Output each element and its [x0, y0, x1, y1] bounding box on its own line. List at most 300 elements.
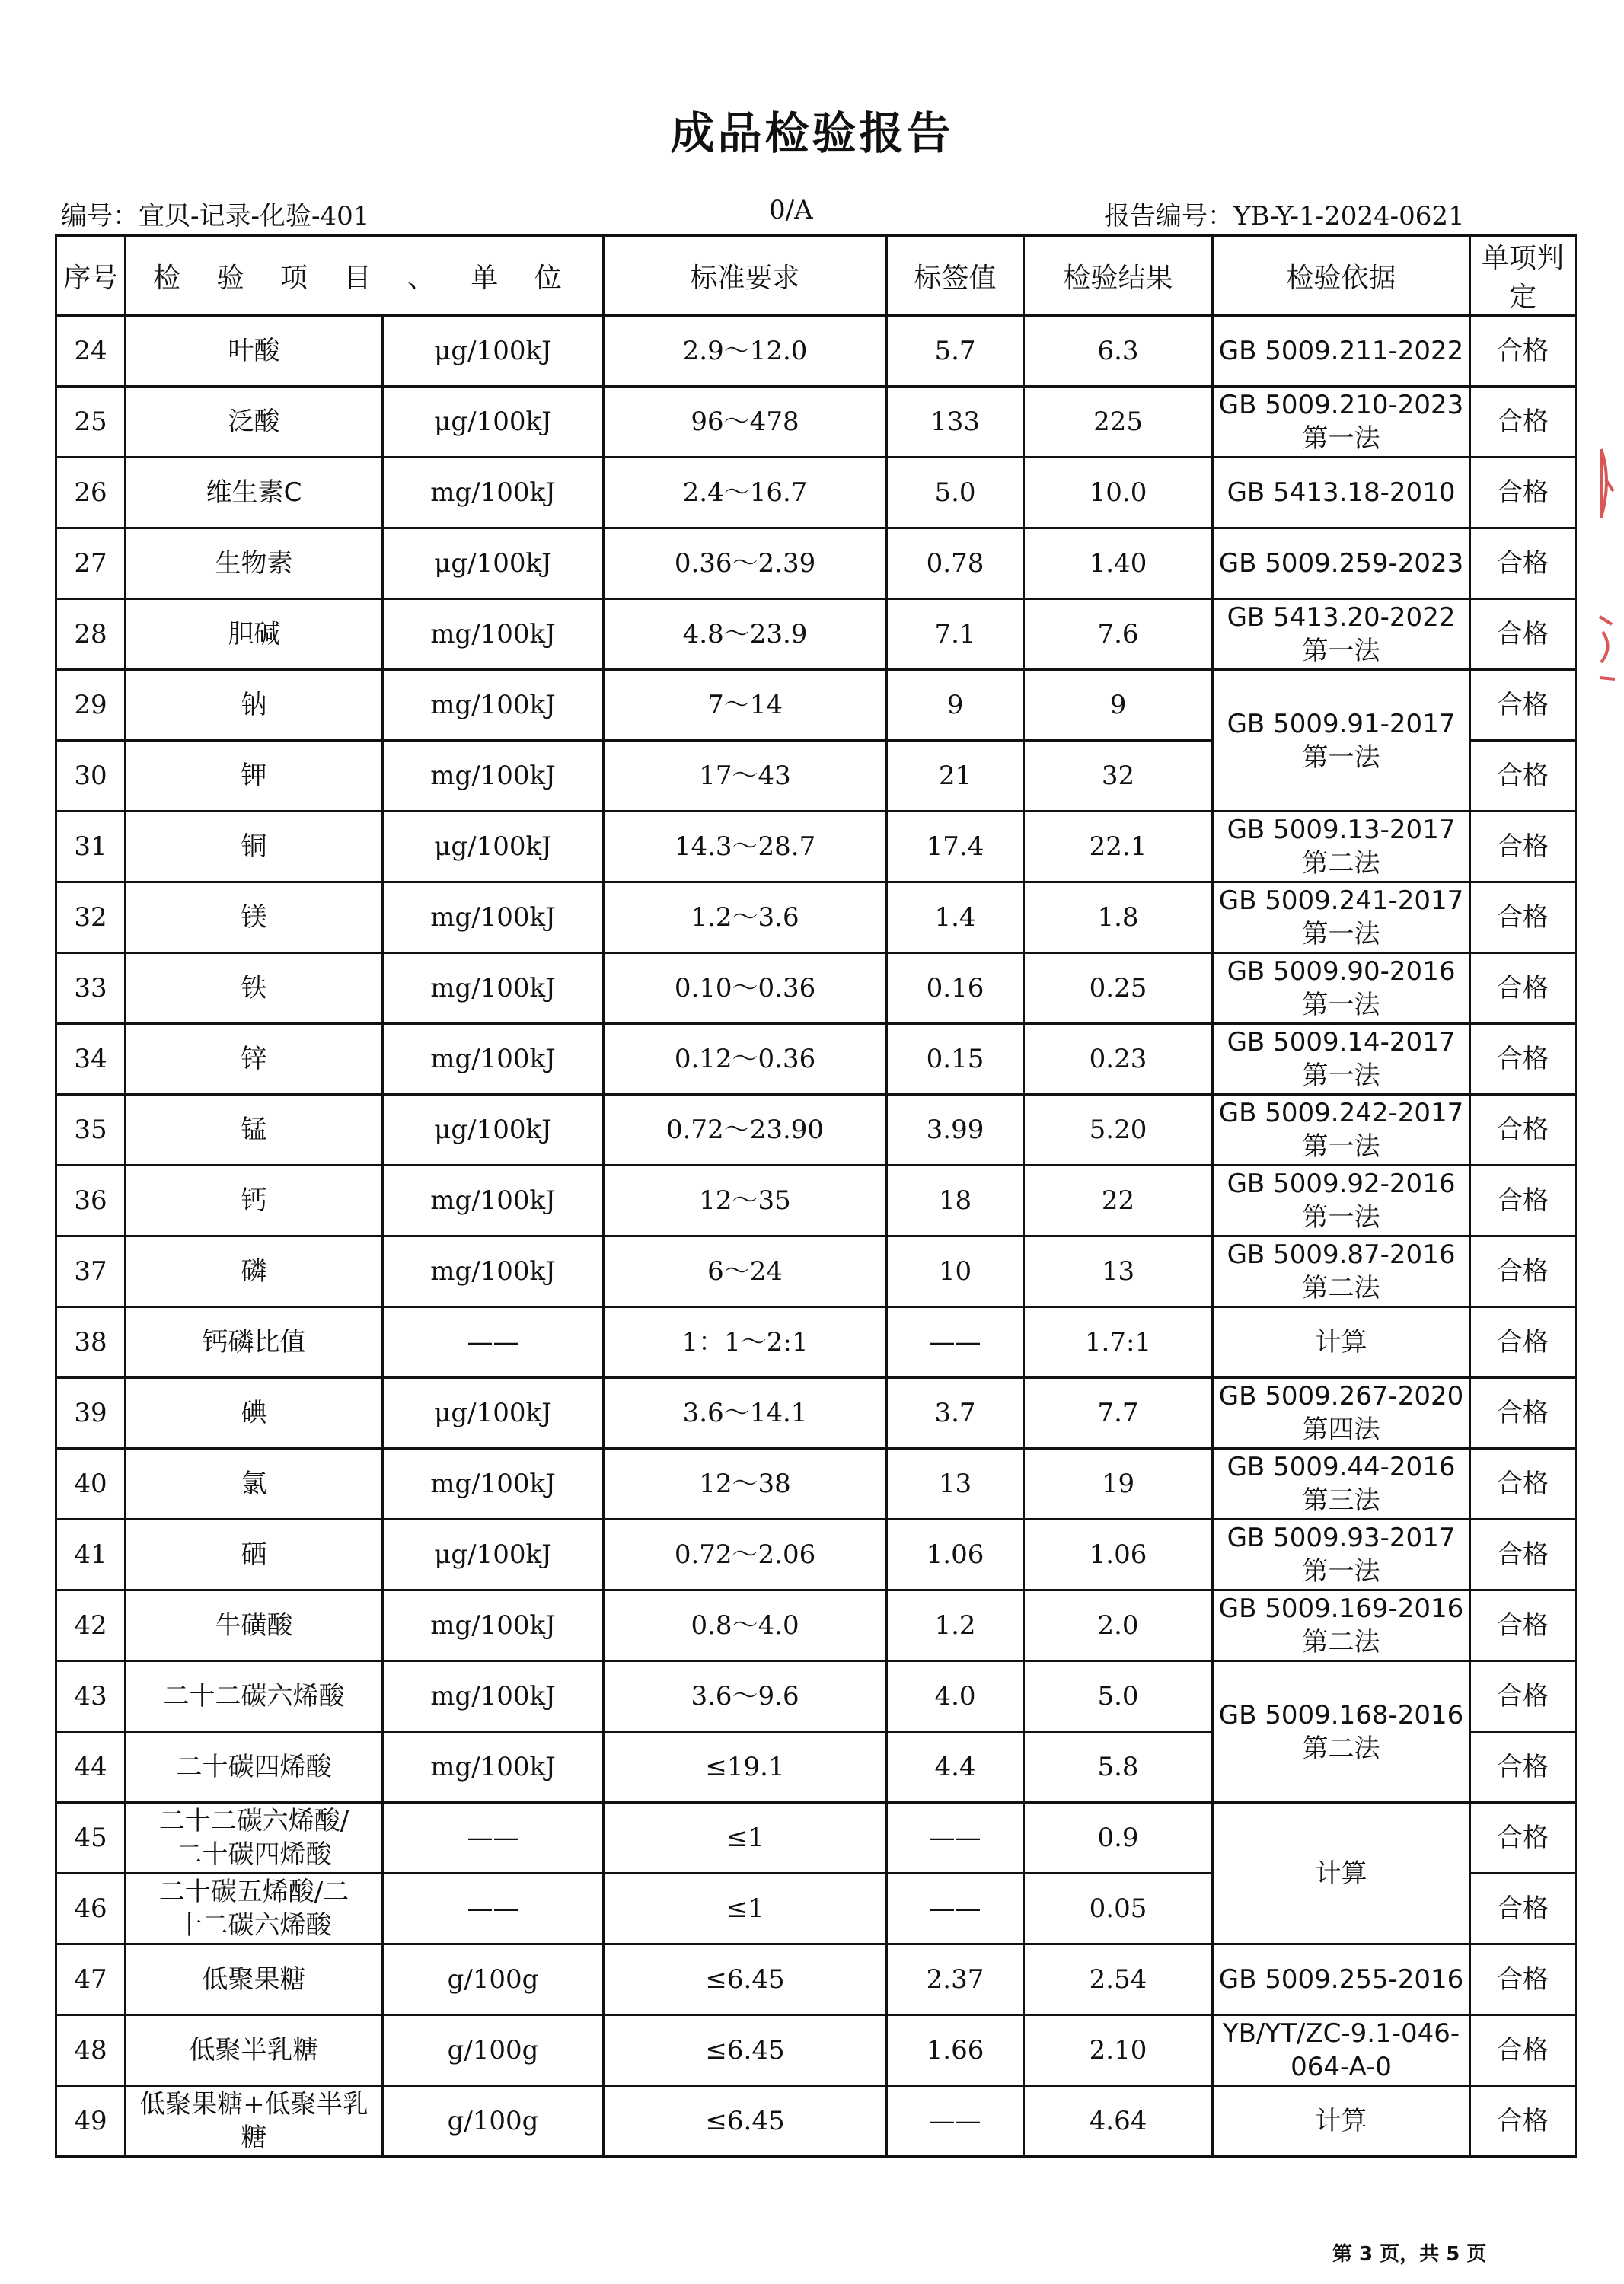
cell-standard: 0.36～2.39 [604, 528, 887, 599]
cell-item-line: 磷 [241, 1256, 267, 1287]
cell-basis-line: GB 5009.267-2020 [1218, 1381, 1464, 1412]
cell-item-line: 二十碳五烯酸/二 [158, 1877, 349, 1907]
cell-basis-line: GB 5009.255-2016 [1218, 1964, 1464, 1995]
cell-standard: 4.8～23.9 [604, 599, 887, 670]
cell-basis [1213, 1590, 1470, 1661]
cell-standard: 2.4～16.7 [604, 458, 887, 528]
cell-result: 9 [1024, 670, 1213, 741]
cell-basis-line: 第一法 [1302, 1556, 1380, 1587]
cell-result: 0.25 [1024, 953, 1213, 1024]
cell-seq: 35 [56, 1095, 126, 1166]
cell-unit: —— [383, 1803, 604, 1874]
cell-item-line: 碘 [241, 1398, 267, 1428]
cell-seq: 33 [56, 953, 126, 1024]
cell-standard: ≤6.45 [604, 2086, 887, 2157]
header-verdict: 单项判定 [1470, 236, 1576, 316]
cell-basis-line: GB 5009.241-2017 [1218, 885, 1464, 916]
table-row [56, 1307, 1576, 1378]
cell-basis [1213, 528, 1470, 599]
header-standard: 标准要求 [604, 236, 887, 316]
cell-result: 1.06 [1024, 1520, 1213, 1590]
cell-item-line: 维生素C [206, 477, 302, 508]
cell-item-line: 氯 [241, 1469, 267, 1499]
cell-unit: mg/100kJ [383, 953, 604, 1024]
cell-result: 4.64 [1024, 2086, 1213, 2157]
cell-label-value: 3.99 [887, 1095, 1024, 1166]
cell-basis [1213, 1520, 1470, 1590]
cell-basis-line: 第一法 [1302, 919, 1380, 949]
cell-basis-line: 第一法 [1302, 990, 1380, 1020]
cell-item-line: 生物素 [215, 548, 293, 579]
table-row [56, 1095, 1576, 1166]
cell-standard: 6～24 [604, 1236, 887, 1307]
report-number: 报告编号：YB-Y-1-2024-0621 [1104, 201, 1465, 231]
cell-verdict: 合格 [1470, 316, 1576, 387]
cell-verdict: 合格 [1470, 1307, 1576, 1378]
header-seq: 序号 [56, 236, 126, 316]
cell-verdict: 合格 [1470, 599, 1576, 670]
cell-item [126, 882, 383, 953]
cell-result: 6.3 [1024, 316, 1213, 387]
cell-label-value: —— [887, 2086, 1024, 2157]
cell-label-value: —— [887, 1874, 1024, 1944]
cell-label-value: 0.78 [887, 528, 1024, 599]
cell-item-line: 钾 [241, 761, 267, 791]
cell-standard: 17～43 [604, 741, 887, 812]
cell-item-line: 铜 [241, 831, 267, 862]
cell-basis-line: GB 5009.242-2017 [1218, 1098, 1464, 1128]
cell-basis-line: 第一法 [1302, 1131, 1380, 1162]
cell-basis-line: 第一法 [1302, 1061, 1380, 1091]
cell-label-value: 9 [887, 670, 1024, 741]
cell-item-line: 二十二碳六烯酸 [163, 1681, 345, 1711]
table-row [56, 1590, 1576, 1661]
cell-item-line: 泛酸 [228, 407, 280, 437]
cell-verdict: 合格 [1470, 2015, 1576, 2086]
cell-basis [1213, 2086, 1470, 2157]
page-footer: 第 3 页，共 5 页 [1332, 2243, 1487, 2266]
cell-unit: mg/100kJ [383, 741, 604, 812]
cell-verdict: 合格 [1470, 1449, 1576, 1520]
cell-unit: μg/100kJ [383, 812, 604, 882]
cell-item-line: 钙 [241, 1185, 267, 1216]
cell-item [126, 670, 383, 741]
cell-item-line: 低聚果糖 [202, 1964, 306, 1995]
cell-verdict: 合格 [1470, 882, 1576, 953]
cell-basis [1213, 2015, 1470, 2086]
cell-result: 0.05 [1024, 1874, 1213, 1944]
cell-standard: ≤6.45 [604, 2015, 887, 2086]
cell-unit: μg/100kJ [383, 1378, 604, 1449]
cell-standard: 0.12～0.36 [604, 1024, 887, 1095]
cell-seq: 40 [56, 1449, 126, 1520]
cell-seq: 29 [56, 670, 126, 741]
cell-result: 13 [1024, 1236, 1213, 1307]
cell-basis [1213, 458, 1470, 528]
cell-item [126, 458, 383, 528]
cell-seq: 25 [56, 387, 126, 458]
cell-basis-line: 第三法 [1302, 1485, 1380, 1516]
cell-result: 1.40 [1024, 528, 1213, 599]
cell-verdict: 合格 [1470, 1874, 1576, 1944]
cell-item [126, 2015, 383, 2086]
cell-basis-line: 第一法 [1302, 423, 1380, 454]
table-row [56, 1520, 1576, 1590]
cell-unit: mg/100kJ [383, 1236, 604, 1307]
cell-result: 10.0 [1024, 458, 1213, 528]
cell-basis [1213, 953, 1470, 1024]
cell-standard: 1：1～2:1 [604, 1307, 887, 1378]
cell-seq: 49 [56, 2086, 126, 2157]
cell-basis-line: GB 5413.20-2022 [1227, 602, 1456, 633]
cell-item [126, 387, 383, 458]
cell-item [126, 1944, 383, 2015]
cell-result: 1.7:1 [1024, 1307, 1213, 1378]
cell-label-value: 3.7 [887, 1378, 1024, 1449]
cell-seq: 32 [56, 882, 126, 953]
cell-basis [1213, 316, 1470, 387]
header-item-unit: 检 验 项 目 、 单 位 [126, 236, 604, 316]
cell-basis [1213, 1803, 1470, 1944]
table-row [56, 1166, 1576, 1236]
cell-verdict: 合格 [1470, 1024, 1576, 1095]
table-body [56, 316, 1576, 2157]
cell-label-value: 4.0 [887, 1661, 1024, 1732]
cell-basis [1213, 1095, 1470, 1166]
cell-item [126, 528, 383, 599]
cell-basis-line: 第四法 [1302, 1415, 1380, 1445]
cell-unit: μg/100kJ [383, 528, 604, 599]
cell-item [126, 1590, 383, 1661]
cell-standard: ≤19.1 [604, 1732, 887, 1803]
cell-verdict: 合格 [1470, 458, 1576, 528]
table-row [56, 2086, 1576, 2157]
cell-item [126, 812, 383, 882]
cell-seq: 48 [56, 2015, 126, 2086]
cell-unit: —— [383, 1874, 604, 1944]
cell-item [126, 1024, 383, 1095]
cell-label-value: 7.1 [887, 599, 1024, 670]
cell-verdict: 合格 [1470, 953, 1576, 1024]
cell-unit: mg/100kJ [383, 1449, 604, 1520]
cell-result: 1.8 [1024, 882, 1213, 953]
cell-label-value: 1.66 [887, 2015, 1024, 2086]
cell-seq: 37 [56, 1236, 126, 1307]
cell-seq: 44 [56, 1732, 126, 1803]
cell-label-value: 1.4 [887, 882, 1024, 953]
table-row [56, 528, 1576, 599]
cell-unit: mg/100kJ [383, 882, 604, 953]
cell-unit: mg/100kJ [383, 1590, 604, 1661]
table-header-row [56, 236, 1576, 316]
cell-verdict: 合格 [1470, 1590, 1576, 1661]
cell-basis-line: 第二法 [1302, 1733, 1380, 1764]
cell-result: 0.9 [1024, 1803, 1213, 1874]
cell-unit: μg/100kJ [383, 387, 604, 458]
version-number: 0/A [769, 195, 813, 225]
cell-basis [1213, 670, 1470, 812]
cell-seq: 28 [56, 599, 126, 670]
cell-basis-line: GB 5009.210-2023 [1218, 390, 1464, 420]
cell-result: 2.54 [1024, 1944, 1213, 2015]
record-number: 编号：宜贝-记录-化验-401 [61, 201, 370, 231]
cell-item-line: 牛磺酸 [215, 1610, 293, 1641]
cell-basis-line: GB 5009.14-2017 [1227, 1027, 1456, 1057]
cell-standard: 7～14 [604, 670, 887, 741]
table-row [56, 316, 1576, 387]
cell-seq: 31 [56, 812, 126, 882]
cell-item [126, 2086, 383, 2157]
cell-item [126, 1661, 383, 1732]
cell-basis-line: 第二法 [1302, 1273, 1380, 1303]
cell-standard: 12～35 [604, 1166, 887, 1236]
table-row [56, 458, 1576, 528]
cell-item [126, 316, 383, 387]
cell-basis-line: 计算 [1315, 2106, 1367, 2136]
cell-item [126, 1520, 383, 1590]
cell-seq: 39 [56, 1378, 126, 1449]
cell-basis [1213, 1236, 1470, 1307]
cell-result: 5.20 [1024, 1095, 1213, 1166]
cell-basis [1213, 599, 1470, 670]
cell-unit: mg/100kJ [383, 599, 604, 670]
cell-basis [1213, 1307, 1470, 1378]
cell-unit: g/100g [383, 2015, 604, 2086]
cell-unit: mg/100kJ [383, 1661, 604, 1732]
cell-result: 32 [1024, 741, 1213, 812]
cell-item [126, 741, 383, 812]
cell-verdict: 合格 [1470, 2086, 1576, 2157]
cell-verdict: 合格 [1470, 1236, 1576, 1307]
header-result: 检验结果 [1024, 236, 1213, 316]
table-row [56, 812, 1576, 882]
cell-label-value: —— [887, 1803, 1024, 1874]
cell-item [126, 1378, 383, 1449]
cell-seq: 26 [56, 458, 126, 528]
cell-item-line: 镁 [241, 902, 267, 933]
cell-standard: ≤1 [604, 1803, 887, 1874]
table-row [56, 599, 1576, 670]
cell-unit: g/100g [383, 1944, 604, 2015]
table-row [56, 882, 1576, 953]
cell-basis-line: GB 5009.87-2016 [1227, 1239, 1456, 1270]
cell-basis [1213, 882, 1470, 953]
cell-item-line: 十二碳六烯酸 [176, 1910, 332, 1941]
cell-label-value: 10 [887, 1236, 1024, 1307]
cell-unit: mg/100kJ [383, 1166, 604, 1236]
table-row [56, 1024, 1576, 1095]
cell-item [126, 1095, 383, 1166]
cell-verdict: 合格 [1470, 812, 1576, 882]
table-row [56, 1661, 1576, 1732]
cell-verdict: 合格 [1470, 1661, 1576, 1732]
cell-result: 2.10 [1024, 2015, 1213, 2086]
cell-label-value: 5.0 [887, 458, 1024, 528]
cell-basis-line: GB 5009.13-2017 [1227, 815, 1456, 845]
header-label-value: 标签值 [887, 236, 1024, 316]
cell-result: 5.8 [1024, 1732, 1213, 1803]
cell-verdict: 合格 [1470, 1944, 1576, 2015]
cell-label-value: 2.37 [887, 1944, 1024, 2015]
cell-basis [1213, 1944, 1470, 2015]
table-row [56, 387, 1576, 458]
cell-basis-line: GB 5009.93-2017 [1227, 1523, 1456, 1553]
cell-basis [1213, 1166, 1470, 1236]
cell-basis [1213, 1661, 1470, 1803]
cell-seq: 38 [56, 1307, 126, 1378]
cell-unit: mg/100kJ [383, 458, 604, 528]
cell-basis-line: 第二法 [1302, 1627, 1380, 1657]
cell-standard: 0.8～4.0 [604, 1590, 887, 1661]
cell-basis-line: 第二法 [1302, 848, 1380, 879]
cell-seq: 41 [56, 1520, 126, 1590]
cell-basis-line: GB 5413.18-2010 [1227, 477, 1456, 508]
cell-basis-line: GB 5009.259-2023 [1218, 548, 1464, 579]
cell-label-value: 17.4 [887, 812, 1024, 882]
table-row [56, 2015, 1576, 2086]
cell-label-value: 4.4 [887, 1732, 1024, 1803]
cell-item-line: 钙磷比值 [202, 1327, 306, 1357]
cell-seq: 34 [56, 1024, 126, 1095]
table-row [56, 670, 1576, 741]
cell-item-line: 低聚果糖+低聚半乳 [139, 2089, 369, 2120]
cell-basis-line: 第一法 [1302, 742, 1380, 773]
cell-item-line: 锌 [241, 1044, 267, 1074]
inspection-table [55, 234, 1577, 2158]
cell-verdict: 合格 [1470, 670, 1576, 741]
table-row [56, 953, 1576, 1024]
cell-result: 19 [1024, 1449, 1213, 1520]
cell-standard: 3.6～14.1 [604, 1378, 887, 1449]
cell-standard: 14.3～28.7 [604, 812, 887, 882]
cell-basis [1213, 1449, 1470, 1520]
cell-result: 0.23 [1024, 1024, 1213, 1095]
cell-item [126, 1803, 383, 1874]
seal-edge-mark [1595, 434, 1618, 693]
cell-label-value: —— [887, 1307, 1024, 1378]
cell-verdict: 合格 [1470, 1166, 1576, 1236]
cell-verdict: 合格 [1470, 387, 1576, 458]
cell-item [126, 1236, 383, 1307]
cell-unit: μg/100kJ [383, 316, 604, 387]
cell-standard: 12～38 [604, 1449, 887, 1520]
cell-item-line: 糖 [241, 2123, 267, 2153]
cell-standard: 0.10～0.36 [604, 953, 887, 1024]
cell-standard: 96～478 [604, 387, 887, 458]
cell-basis-line: GB 5009.211-2022 [1218, 336, 1464, 366]
cell-label-value: 13 [887, 1449, 1024, 1520]
cell-basis-line: 第一法 [1302, 636, 1380, 666]
cell-label-value: 1.06 [887, 1520, 1024, 1590]
cell-verdict: 合格 [1470, 1520, 1576, 1590]
cell-label-value: 1.2 [887, 1590, 1024, 1661]
cell-seq: 24 [56, 316, 126, 387]
cell-basis-line: GB 5009.168-2016 [1218, 1699, 1464, 1731]
cell-result: 22.1 [1024, 812, 1213, 882]
cell-unit: μg/100kJ [383, 1095, 604, 1166]
cell-result: 2.0 [1024, 1590, 1213, 1661]
cell-seq: 36 [56, 1166, 126, 1236]
cell-label-value: 21 [887, 741, 1024, 812]
cell-result: 22 [1024, 1166, 1213, 1236]
cell-standard: 1.2～3.6 [604, 882, 887, 953]
cell-item-line: 铁 [241, 973, 267, 1003]
cell-verdict: 合格 [1470, 1732, 1576, 1803]
cell-item [126, 1166, 383, 1236]
cell-label-value: 0.16 [887, 953, 1024, 1024]
cell-seq: 27 [56, 528, 126, 599]
cell-seq: 45 [56, 1803, 126, 1874]
cell-basis [1213, 1024, 1470, 1095]
cell-item-line: 硒 [241, 1539, 267, 1570]
cell-seq: 43 [56, 1661, 126, 1732]
cell-result: 7.6 [1024, 599, 1213, 670]
cell-item-line: 二十碳四烯酸 [176, 1839, 332, 1870]
cell-item-line: 叶酸 [228, 336, 280, 366]
cell-label-value: 5.7 [887, 316, 1024, 387]
cell-basis-line: GB 5009.169-2016 [1218, 1593, 1464, 1624]
table-row [56, 1378, 1576, 1449]
header-basis: 检验依据 [1213, 236, 1470, 316]
report-title: 成品检验报告 [670, 107, 954, 159]
cell-result: 5.0 [1024, 1661, 1213, 1732]
cell-basis [1213, 812, 1470, 882]
cell-item-line: 胆碱 [228, 619, 280, 649]
cell-item-line: 低聚半乳糖 [189, 2035, 319, 2065]
cell-label-value: 133 [887, 387, 1024, 458]
cell-label-value: 18 [887, 1166, 1024, 1236]
cell-standard: 0.72～23.90 [604, 1095, 887, 1166]
cell-standard: 0.72～2.06 [604, 1520, 887, 1590]
cell-unit: —— [383, 1307, 604, 1378]
cell-unit: mg/100kJ [383, 1732, 604, 1803]
cell-basis-line: 064-A-0 [1291, 2052, 1392, 2082]
table-row [56, 1803, 1576, 1874]
table-row [56, 1236, 1576, 1307]
cell-basis-line: 计算 [1315, 1327, 1367, 1357]
cell-standard: ≤1 [604, 1874, 887, 1944]
cell-item-line: 锰 [241, 1115, 267, 1145]
cell-basis-line: GB 5009.92-2016 [1227, 1169, 1456, 1199]
cell-unit: μg/100kJ [383, 1520, 604, 1590]
cell-item [126, 599, 383, 670]
cell-verdict: 合格 [1470, 1095, 1576, 1166]
cell-standard: 3.6～9.6 [604, 1661, 887, 1732]
table-row [56, 1449, 1576, 1520]
cell-verdict: 合格 [1470, 741, 1576, 812]
cell-item-line: 二十二碳六烯酸/ [158, 1806, 349, 1836]
cell-seq: 42 [56, 1590, 126, 1661]
cell-basis-line: 计算 [1315, 1858, 1367, 1889]
table-row [56, 1944, 1576, 2015]
cell-verdict: 合格 [1470, 1803, 1576, 1874]
cell-seq: 30 [56, 741, 126, 812]
cell-item [126, 1307, 383, 1378]
cell-label-value: 0.15 [887, 1024, 1024, 1095]
cell-item [126, 953, 383, 1024]
cell-basis-line: GB 5009.91-2017 [1227, 708, 1456, 739]
cell-basis-line: GB 5009.44-2016 [1227, 1452, 1456, 1482]
cell-verdict: 合格 [1470, 1378, 1576, 1449]
cell-basis-line: YB/YT/ZC-9.1-046- [1222, 2018, 1460, 2049]
cell-basis-line: 第一法 [1302, 1202, 1380, 1233]
cell-unit: mg/100kJ [383, 670, 604, 741]
cell-basis-line: GB 5009.90-2016 [1227, 956, 1456, 987]
cell-unit: g/100g [383, 2086, 604, 2157]
cell-item [126, 1449, 383, 1520]
cell-result: 7.7 [1024, 1378, 1213, 1449]
cell-result: 225 [1024, 387, 1213, 458]
